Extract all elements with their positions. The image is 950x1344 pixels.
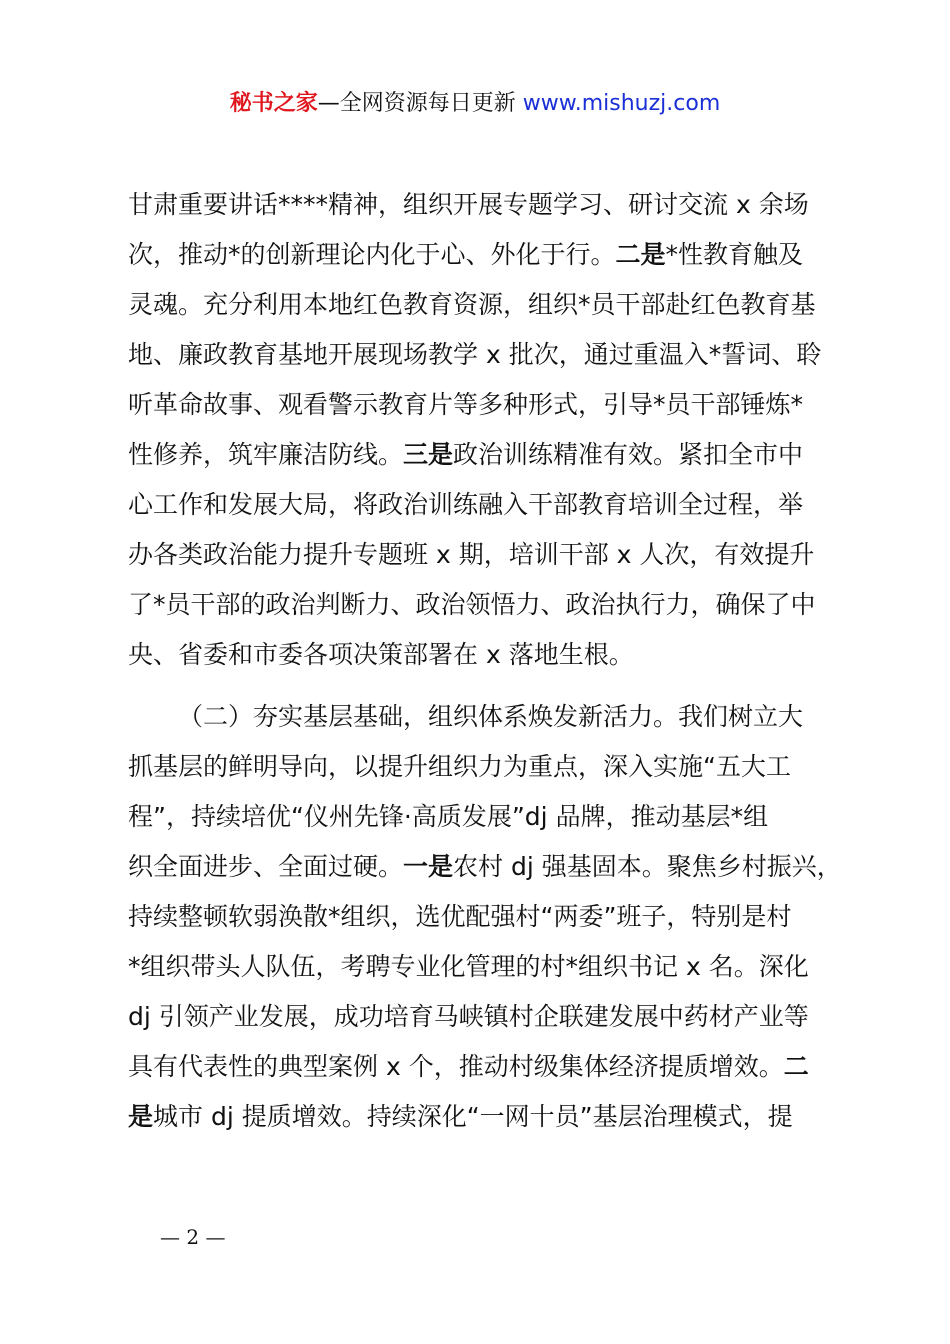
body-line: 具有代表性的典型案例 x 个，推动村级集体经济提质增效。二 <box>128 1052 809 1081</box>
bold-lead: 二是 <box>615 240 666 269</box>
body-line: 持续整顿软弱涣散*组织，选优配强村“两委”班子，特别是村 <box>128 902 792 931</box>
body-line: *组织带头人队伍，考聘专业化管理的村*组织书记 x 名。深化 <box>128 952 809 981</box>
body-line: dj 引领产业发展，成功培育马峡镇村企联建发展中药材产业等 <box>128 1002 809 1031</box>
body-line: 是城市 dj 提质增效。持续深化“一网十员”基层治理模式，提 <box>128 1102 793 1131</box>
body-line: 办各类政治能力提升专题班 x 期，培训干部 x 人次，有效提升 <box>128 540 815 569</box>
header-slogan: —全网资源每日更新 <box>317 91 523 116</box>
body-line: 地、廉政教育基地开展现场教学 x 批次，通过重温入*誓词、聆 <box>128 340 822 369</box>
page-number: — 2 — <box>160 1225 226 1249</box>
body-line: 灵魂。充分利用本地红色教育资源，组织*员干部赴红色教育基 <box>128 290 816 319</box>
body-line: 央、省委和市委各项决策部署在 x 落地生根。 <box>128 640 634 669</box>
bold-lead: 三是 <box>403 440 454 469</box>
body-line: 程”，持续培优“仪州先锋·高质发展”dj 品牌，推动基层*组 <box>128 802 769 831</box>
body-line: 听革命故事、观看警示教育片等多种形式，引导*员干部锤炼* <box>128 390 804 419</box>
bold-lead: 一是 <box>403 852 454 881</box>
bold-lead: 二 <box>783 1052 809 1081</box>
body-line: 甘肃重要讲话****精神，组织开展专题学习、研讨交流 x 余场 <box>128 190 809 219</box>
body-line: 次，推动*的创新理论内化于心、外化于行。二是*性教育触及 <box>128 240 804 269</box>
body-line: 织全面进步、全面过硬。一是农村 dj 强基固本。聚焦乡村振兴， <box>128 852 842 881</box>
body-line: 性修养，筑牢廉洁防线。三是政治训练精准有效。紧扣全市中 <box>128 440 804 469</box>
body-line: 心工作和发展大局，将政治训练融入干部教育培训全过程，举 <box>128 490 804 519</box>
bold-lead: 是 <box>128 1102 154 1131</box>
body-line: 抓基层的鲜明导向，以提升组织力为重点，深入实施“五大工 <box>128 752 791 781</box>
watermark-header <box>0 88 950 120</box>
section-heading-line: （二）夯实基层基础，组织体系焕发新活力。我们树立大 <box>178 702 804 731</box>
header-url[interactable]: www.mishuzj.com <box>522 91 721 116</box>
body-line: 了*员干部的政治判断力、政治领悟力、政治执行力，确保了中 <box>128 590 816 619</box>
header-brand: 秘书之家 <box>229 91 318 116</box>
